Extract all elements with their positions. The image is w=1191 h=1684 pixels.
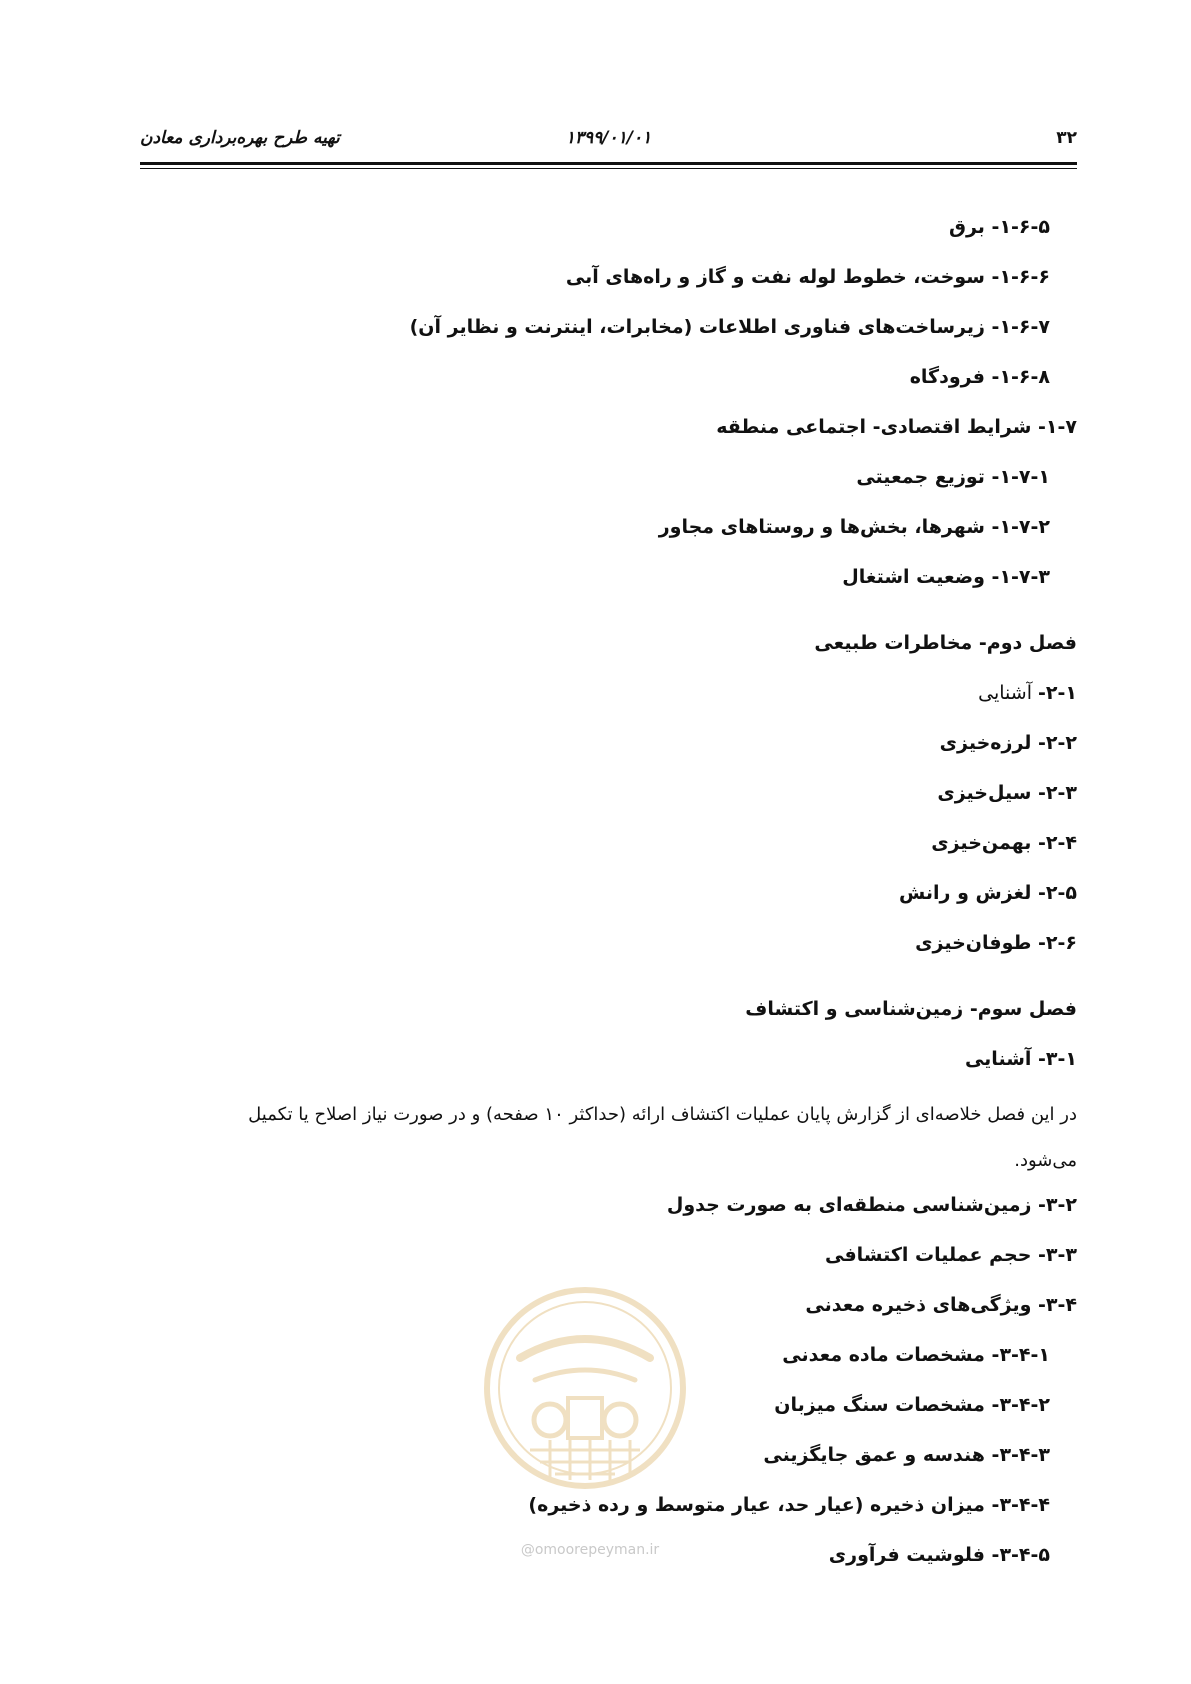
toc-line: ۱-۶-۷- زیرساخت‌های فناوری اطلاعات (مخابرات، اینترنت و نظایر آن): [409, 316, 1050, 338]
section-heading: ۲-۴- بهمن‌خیزی: [931, 832, 1077, 854]
section-heading: [140, 676, 1077, 726]
toc-line: ۳-۴-۵- فلوشیت فرآوری: [828, 1544, 1050, 1566]
toc-line: ۳-۴-۱- مشخصات ماده معدنی: [782, 1344, 1050, 1366]
section-heading: ۳-۲- زمین‌شناسی منطقه‌ای به صورت جدول: [666, 1194, 1077, 1216]
section-heading: ۲-۳- سیل‌خیزی: [937, 782, 1077, 804]
section-heading: ۲-۲- لرزه‌خیزی: [939, 732, 1077, 754]
toc-line: ۱-۷-۳- وضعیت اشتغال: [842, 566, 1050, 588]
section-heading: ۳-۱- آشنایی: [964, 1048, 1077, 1070]
chapter-title: فصل دوم- مخاطرات طبیعی: [814, 632, 1077, 654]
toc-line: ۱-۷-۲- شهرها، بخش‌ها و روستاهای مجاور: [658, 516, 1050, 538]
section-number: ۲-۱-: [1038, 682, 1077, 704]
toc-line: ۳-۴-۲- مشخصات سنگ میزبان: [774, 1394, 1050, 1416]
header-title: تهیه طرح بهره‌برداری معادن: [140, 128, 340, 148]
toc-line: ۱-۶-۵- برق: [948, 216, 1050, 238]
toc-line: ۱-۶-۸- فرودگاه: [909, 366, 1050, 388]
header-date: ۱۳۹۹/۰۱/۰۱: [565, 128, 652, 148]
toc-line: ۱-۶-۶- سوخت، خطوط لوله نفت و گاز و راه‌های آبی: [565, 266, 1050, 288]
toc-line: ۳-۴-۴- میزان ذخیره (عیار حد، عیار متوسط و رده ذخیره): [528, 1494, 1050, 1516]
document-body: [140, 210, 1077, 1588]
body-paragraph-line: می‌شود.: [1014, 1150, 1077, 1171]
header-rule-thick: [140, 162, 1077, 165]
toc-line: ۳-۴-۳- هندسه و عمق جایگزینی: [763, 1444, 1050, 1466]
watermark-url: @omoorepeyman.ir: [520, 1542, 660, 1558]
section-heading: ۲-۶- طوفان‌خیزی: [915, 932, 1077, 954]
header-rule-thin: [140, 168, 1077, 169]
toc-line: ۱-۷-۱- توزیع جمعیتی: [856, 466, 1050, 488]
chapter-title: فصل سوم- زمین‌شناسی و اکتشاف: [745, 998, 1077, 1020]
body-paragraph-line: در این فصل خلاصه‌ای از گزارش پایان عملیات اکتشاف ارائه (حداکثر ۱۰ صفحه) و در صورت نیاز اصلاح یا تکمیل: [248, 1104, 1077, 1125]
section-heading: ۱-۷- شرایط اقتصادی- اجتماعی منطقه: [716, 416, 1077, 438]
section-heading: ۳-۳- حجم عملیات اکتشافی: [824, 1244, 1077, 1266]
section-label: آشنایی: [978, 682, 1039, 704]
page-header: [140, 128, 1077, 152]
section-heading: ۳-۴- ویژگی‌های ذخیره معدنی: [805, 1294, 1077, 1316]
page-number: ۳۲: [1056, 128, 1077, 148]
section-heading: ۲-۵- لغزش و رانش: [899, 882, 1077, 904]
